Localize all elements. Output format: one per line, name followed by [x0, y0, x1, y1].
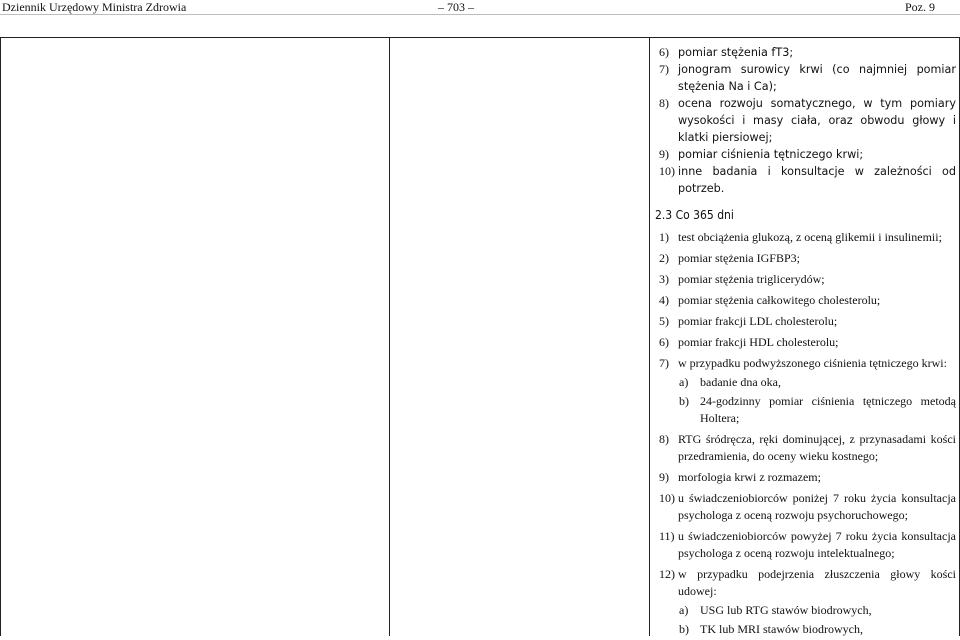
section-title: 2.3 Co 365 dni [655, 208, 734, 222]
sub-item-text: TK lub MRI stawów biodrowych, [700, 622, 863, 636]
journal-title: Dziennik Urzędowy Ministra Zdrowia [2, 0, 187, 14]
item-number: 7) [659, 356, 669, 370]
item-number: 2) [659, 251, 669, 265]
item-text: test obciążenia glukozą, z oceną glikemii i insulinemii; [678, 230, 942, 244]
item-number: 7) [659, 62, 669, 76]
sub-item-letter: b) [679, 394, 689, 408]
list-item [655, 313, 956, 330]
item-number: 4) [659, 293, 669, 307]
item-number: 10) [659, 491, 675, 505]
item-number: 9) [659, 470, 669, 484]
item-number: 11) [659, 529, 675, 543]
sub-item [655, 621, 956, 638]
item-number: 6) [659, 45, 669, 59]
list-item [655, 566, 956, 600]
list-b [655, 229, 956, 638]
item-text: pomiar stężenia całkowitego cholesterolu; [678, 293, 881, 307]
item-text: inne badania i konsultacje w zależności od potrzeb. [678, 165, 956, 195]
item-text: jonogram surowicy krwi (co najmniej pomiar stężenia Na i Ca); [678, 63, 956, 93]
list-item [655, 355, 956, 372]
item-number: 6) [659, 335, 669, 349]
sub-item [655, 374, 956, 391]
list-item [655, 61, 956, 95]
item-number: 10) [659, 164, 675, 178]
item-text: pomiar ciśnienia tętniczego krwi; [678, 148, 864, 161]
column-divider-2 [649, 37, 650, 636]
item-number: 9) [659, 147, 669, 161]
table-border-left [0, 37, 1, 636]
list-item [655, 528, 956, 562]
item-number: 5) [659, 314, 669, 328]
list-a [655, 44, 956, 197]
item-number: 1) [659, 230, 669, 244]
item-number: 12) [659, 567, 675, 581]
sub-item-text: USG lub RTG stawów biodrowych, [700, 603, 872, 617]
table-top-border [0, 37, 960, 38]
item-text: RTG śródręcza, ręki dominującej, z przynasadami kości przedramienia, do oceny wieku kostnego; [678, 432, 956, 463]
column-3-content [655, 44, 956, 640]
item-text: pomiar frakcji HDL cholesterolu; [678, 335, 839, 349]
item-number: 3) [659, 272, 669, 286]
list-item [655, 490, 956, 524]
item-text: pomiar stężenia IGFBP3; [678, 251, 800, 265]
list-item [655, 44, 956, 61]
sub-item [655, 393, 956, 427]
column-divider-1 [389, 37, 390, 636]
item-text: w przypadku podejrzenia złuszczenia głowy kości udowej: [678, 567, 956, 598]
page-number: – 703 – [438, 0, 474, 14]
position-number: Poz. 9 [905, 0, 935, 14]
list-item [655, 469, 956, 486]
sub-item-text: badanie dna oka, [700, 375, 781, 389]
item-text: morfologia krwi z rozmazem; [678, 470, 821, 484]
sub-item-letter: b) [679, 622, 689, 636]
item-text: pomiar stężenia fT3; [678, 46, 794, 59]
item-text: w przypadku podwyższonego ciśnienia tętniczego krwi: [678, 356, 947, 370]
item-text: pomiar frakcji LDL cholesterolu; [678, 314, 838, 328]
item-text: u świadczeniobiorców poniżej 7 roku życia konsultacja psychologa z oceną rozwoju psychoruchowego; [678, 491, 956, 522]
list-item [655, 334, 956, 351]
item-number: 8) [659, 432, 669, 446]
list-item [655, 229, 956, 246]
list-item [655, 163, 956, 197]
item-text: pomiar stężenia triglicerydów; [678, 272, 825, 286]
sub-item [655, 602, 956, 619]
list-item [655, 146, 956, 163]
list-item [655, 271, 956, 288]
list-item [655, 292, 956, 309]
list-item [655, 95, 956, 146]
sub-item-text: 24-godzinny pomiar ciśnienia tętniczego metodą Holtera; [700, 394, 956, 425]
header-rule [0, 14, 960, 15]
list-item [655, 250, 956, 267]
item-text: ocena rozwoju somatycznego, w tym pomiary wysokości i masy ciała, oraz obwodu głowy i klatki piersiowej; [678, 97, 956, 144]
item-text: u świadczeniobiorców powyżej 7 roku życia konsultacja psychologa z oceną rozwoju intelektualnego; [678, 529, 956, 560]
list-item [655, 431, 956, 465]
item-number: 8) [659, 96, 669, 110]
sub-item-letter: a) [679, 375, 689, 389]
sub-item-letter: a) [679, 603, 689, 617]
